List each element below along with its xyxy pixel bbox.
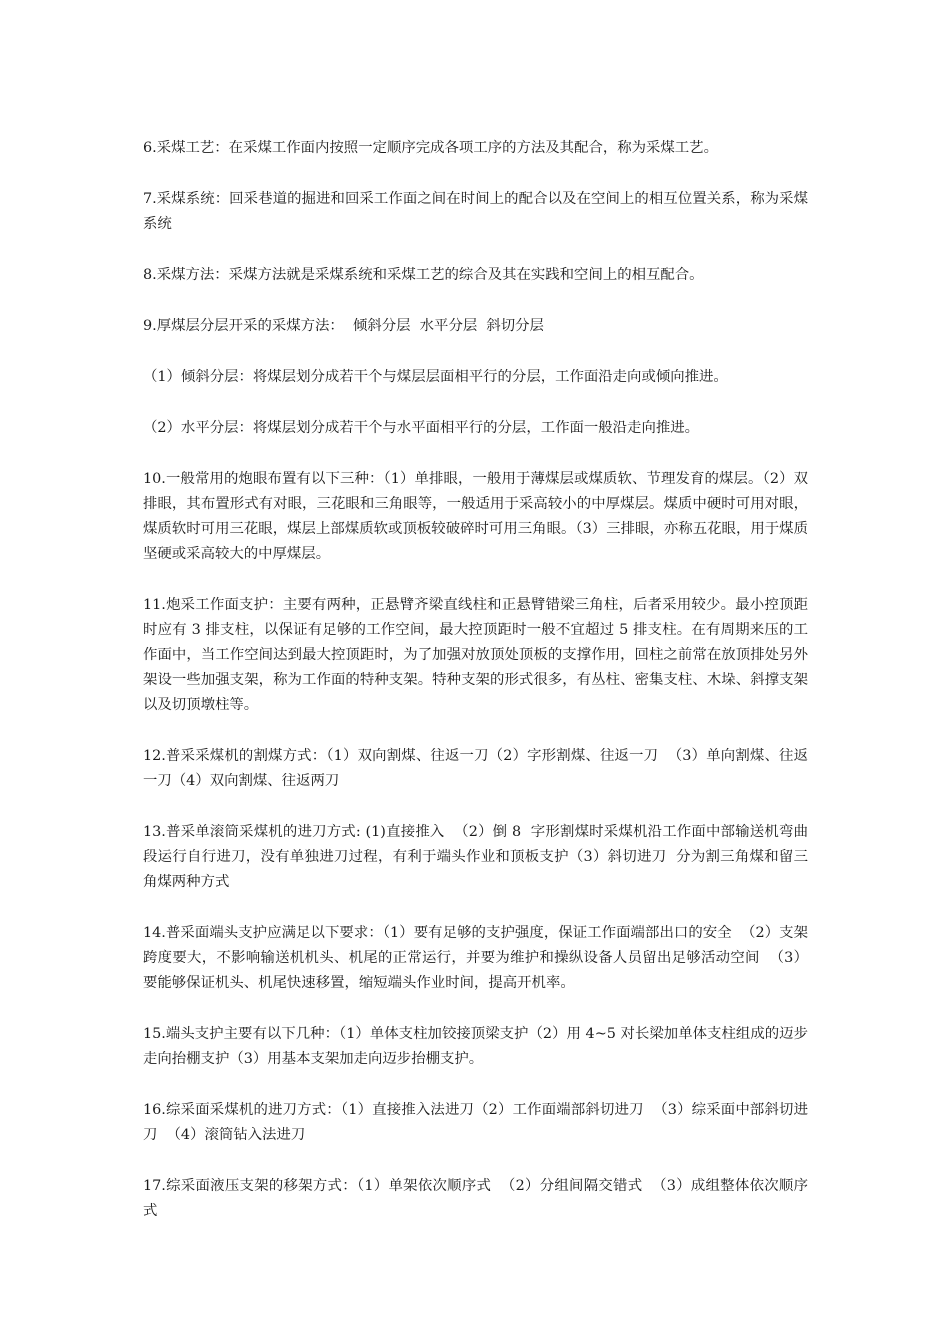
paragraph-15-end-support-types: 15.端头支护主要有以下几种：（1）单体支柱加铰接顶梁支护（2）用 4~5 对长梁加单体支柱组成的迈步走向抬棚支护（3）用基本支架加走向迈步抬棚支护。	[143, 1026, 808, 1067]
paragraph-16-fully-mechanized-sumping: 16.综采面采煤机的进刀方式：（1）直接推入法进刀（2）工作面端部斜切进刀 （3）综采面中部斜切进刀 （4）滚筒钻入法进刀	[143, 1102, 808, 1143]
paragraph-14-end-support-requirements: 14.普采面端头支护应满足以下要求：（1）要有足够的支护强度，保证工作面端部出口的安全 （2）支架跨度要大，不影响输送机机头、机尾的正常运行，并要为维护和操纵设备人员留出足够活动空间 （3）要能够保证机头、机尾快速移置，缩短端头作业时间，提高开机率。	[143, 925, 808, 991]
paragraph-10-blasthole-layout: 10.一般常用的炮眼布置有以下三种：（1）单排眼，一般用于薄煤层或煤质软、节理发育的煤层。（2）双排眼，其布置形式有对眼，三花眼和三角眼等，一般适用于采高较小的中厚煤层。煤质中硬时可用对眼，煤质软时可用三花眼，煤层上部煤质软或顶板较破碎时可用三角眼。（3）三排眼，亦称五花眼，用于煤质坚硬或采高较大的中厚煤层。	[143, 471, 808, 562]
paragraph-17-support-advancing-modes: 17.综采面液压支架的移架方式：（1）单架依次顺序式 （2）分组间隔交错式 （3）成组整体依次顺序式	[143, 1178, 808, 1219]
paragraph-9-2-horizontal-slicing: （2）水平分层：将煤层划分成若干个与水平面相平行的分层，工作面一般沿走向推进。	[143, 420, 700, 436]
document-body	[143, 136, 808, 1250]
paragraph-9-1-inclined-slicing: （1）倾斜分层：将煤层划分成若干个与煤层层面相平行的分层，工作面沿走向或倾向推进。	[143, 369, 728, 385]
paragraph-8-coal-mining-method: 8.采煤方法：采煤方法就是采煤系统和采煤工艺的综合及其在实践和空间上的相互配合。	[143, 267, 704, 283]
paragraph-11-blasting-face-support: 11.炮采工作面支护：主要有两种，正悬臂齐梁直线柱和正悬臂错梁三角柱，后者采用较少。最小控顶距时应有 3 排支柱，以保证有足够的工作空间，最大控顶距时一般不宜超过 5 排支柱。在有周期来压的工作面中，当工作空间达到最大控顶距时，为了加强对放顶处顶板的支撑作用，回柱之前常在放顶排处另外架设一些加强支架，称为工作面的特种支架。特种支架的形式很多，有丛柱、密集支柱、木垛、斜撑支架以及切顶墩柱等。	[143, 597, 808, 713]
paragraph-9-thick-seam-slicing: 9.厚煤层分层开采的采煤方法： 倾斜分层 水平分层 斜切分层	[143, 318, 544, 334]
paragraph-13-single-drum-sumping: 13.普采单滚筒采煤机的进刀方式: (1)直接推入 （2）倒 8 字形割煤时采煤机沿工作面中部输送机弯曲段运行自行进刀，没有单独进刀过程，有利于端头作业和顶板支护（3）斜切进刀 分为割三角煤和留三角煤两种方式	[143, 824, 808, 890]
paragraph-6-coal-mining-technology: 6.采煤工艺：在采煤工作面内按照一定顺序完成各项工序的方法及其配合，称为采煤工艺。	[143, 140, 718, 156]
paragraph-12-shearer-cutting-modes: 12.普采采煤机的割煤方式：（1）双向割煤、往返一刀（2）字形割煤、往返一刀 （3）单向割煤、往返一刀（4）双向割煤、往返两刀	[143, 748, 808, 789]
paragraph-7-coal-mining-system: 7.采煤系统：回采巷道的掘进和回采工作面之间在时间上的配合以及在空间上的相互位置关系，称为采煤系统	[143, 191, 808, 232]
